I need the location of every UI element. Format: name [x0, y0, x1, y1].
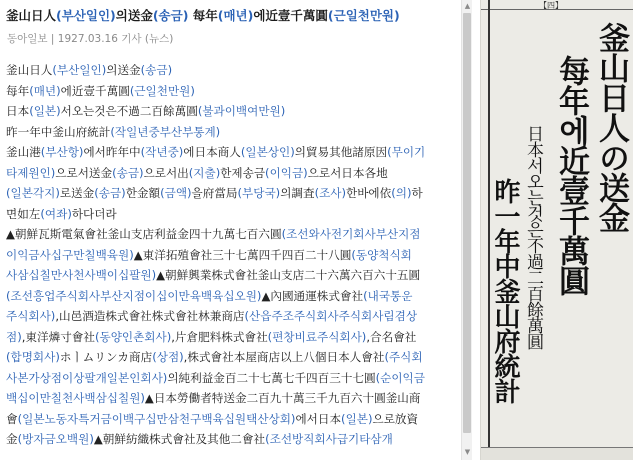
- article-body-line: 日本(일본)서오는것은不過二百餘萬圓(불과이백여만원): [6, 104, 286, 118]
- article-body-line: (합명회사)ホㅣムリンカ商店(상점),株式會社本屋商店以上八個日本人會社(주식회: [6, 350, 423, 364]
- article-headline: 釜山日人(부산일인)의送金(송금) 每年(매년)에近壹千萬圓(근일천만원): [6, 8, 400, 23]
- scroll-thumb[interactable]: [463, 13, 471, 433]
- article-body-line: 백십이만칠천사백삼십칠원)▲日本勞働者特送金二百九十萬三千九百六十圓釜山商: [6, 391, 421, 405]
- article-body-line: 주식회사),山邑酒造株式會社株式會社林兼商店(산읍주조주식회사주식회사림겸상: [6, 309, 418, 323]
- clipping-subheadline: 日本서오는것은不過二百餘萬圓: [523, 125, 543, 349]
- clipping-page-header: 【四】: [539, 1, 563, 10]
- clipping-headline-1: 釜山日人の送金: [593, 22, 629, 232]
- article-meta: 동아일보 | 1927.03.16 기사 (뉴스): [7, 33, 174, 45]
- article-body-line: 사본가상점이상팔개일본인회사)의純利益金百二十七萬七千四百三十七圓(순이익금: [6, 370, 425, 385]
- article-body-line: 면如左(여좌)하다더라: [6, 206, 117, 221]
- article-body: [6, 60, 458, 450]
- article-body-line: 사삼십칠만사천사백이십팔원)▲朝鮮興業株式會社釜山支店二十六萬六百六十五圓: [6, 268, 421, 282]
- clipping-headline-3: 昨一年中釜山府統計: [490, 178, 520, 403]
- article-body-line: 釜山日人(부산일인)의送金(송금): [6, 63, 173, 77]
- article-body-line: 昨一年中釜山府統計(작일년중부산부통계): [6, 124, 221, 139]
- article-body-line: (일본각지)로送金(송금)한金額(금액)을府當局(부당국)의調査(조사)한바에依(의)하: [6, 186, 423, 200]
- vertical-scrollbar[interactable]: [461, 0, 472, 460]
- scroll-down-arrow-icon[interactable]: ▼: [464, 448, 471, 456]
- article-body-line: 점),東洋燐寸會社(동양인촌회사),片倉肥料株式會社(편창비료주식회사),合名會社: [6, 329, 417, 344]
- clipping-bottom-strip: [481, 447, 633, 460]
- article-body-line: (조선흥업주식회사부산지점이십이만육백육십오원)▲內國通運株式會社(내국통운: [6, 288, 413, 303]
- newspaper-clipping-image: [480, 0, 633, 460]
- article-body-line: ▲朝鮮瓦斯電氣會社釜山支店利益金四十九萬七百六圓(조선와사전기회사부산지점: [6, 227, 421, 241]
- article-body-line: 每年(매년)에近壹千萬圓(근일천만원): [6, 83, 195, 98]
- article-body-line: 이익금사십구만칠백육원)▲東洋拓殖會社三十七萬四千四百二十八圓(동양척식회: [6, 247, 412, 262]
- clipping-headline-2: 每年에近壹千萬圓: [553, 55, 589, 295]
- article-body-line: 타제원인)으로서送金(송금)으로서出(지출)한제송금(이익금)으로서日本各地: [6, 165, 388, 180]
- article-body-line: 會(일본노동자특거금이백구십만삼천구백육십원택산상회)에서日本(일본)으로放資: [6, 411, 419, 426]
- article-body-line: 金(방자금오백원)▲朝鮮紡織株式會社及其他二會社(조선방직회사급기타삼개: [6, 432, 393, 446]
- article-body-line: 釜山港(부산항)에서昨年中(작년중)에日本商人(일본상인)의貿易其他諸原因(무이기: [6, 145, 426, 159]
- scroll-up-arrow-icon[interactable]: ▲: [464, 2, 471, 10]
